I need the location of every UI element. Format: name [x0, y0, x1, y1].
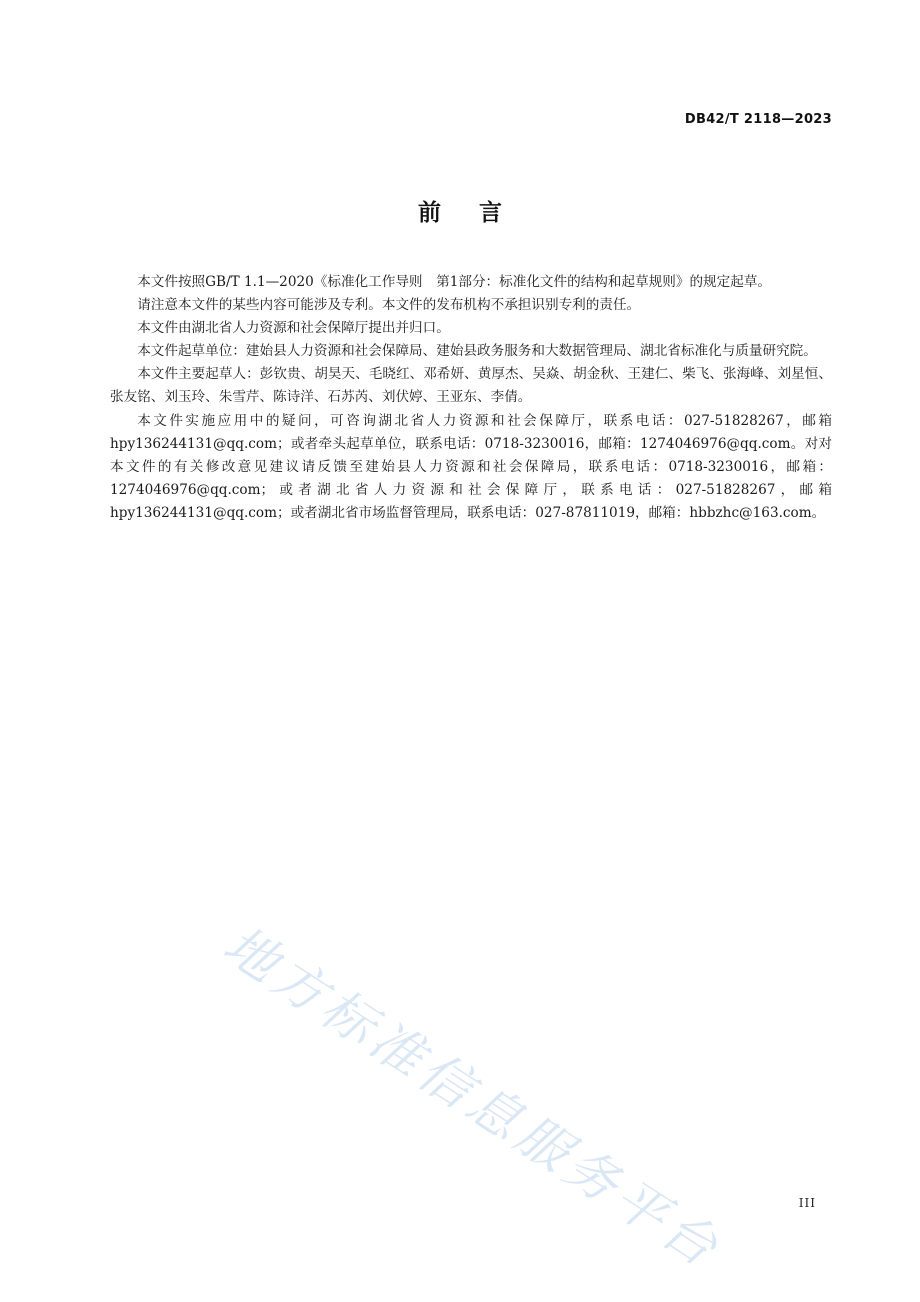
paragraph-contact-info: 本文件实施应用中的疑问，可咨询湖北省人力资源和社会保障厅，联系电话：027-51828267，邮箱hpy136244131@qq.com；或者牵头起草单位，联系电话：0718-3230016，邮箱：1274046976@qq.com。对对本文件的有关修改意见建议请反馈至建始县人力资源和社会保障局，联系电话：0718-3230016，邮箱：1274046976@qq.com；或者湖北省人力资源和社会保障厅，联系电话：027-51828267，邮箱hpy136244131@qq.com；或者湖北省市场监督管理局，联系电话：027-87811019，邮箱：hbbzhc@163.com。 — [110, 412, 832, 521]
paragraph-drafting-rules: 本文件按照GB/T 1.1—2020《标准化工作导则 第1部分：标准化文件的结构和起草规则》的规定起草。 — [137, 274, 772, 290]
paragraph-drafting-units: 本文件起草单位：建始县人力资源和社会保障局、建始县政务服务和大数据管理局、湖北省标准化与质量研究院。 — [137, 343, 817, 360]
watermark: 地方标准信息服务平台 — [212, 914, 732, 1282]
section-title: 前言 — [418, 200, 540, 226]
paragraph-patent-notice: 请注意本文件的某些内容可能涉及专利。本文件的发布机构不承担识别专利的责任。 — [137, 297, 641, 314]
document-code: DB42/T 2118—2023 — [684, 112, 832, 127]
paragraph-main-drafters: 本文件主要起草人：彭钦贵、胡昊天、毛晓红、邓希妍、黄厚杰、吴焱、胡金秋、王建仁、柴飞、张海峰、刘星恒、张友铭、刘玉玲、朱雪芹、陈诗洋、石苏芮、刘伏婷、王亚东、李倩。 — [110, 366, 832, 406]
page-number: III — [798, 1196, 816, 1210]
paragraph-proposer: 本文件由湖北省人力资源和社会保障厅提出并归口。 — [137, 320, 450, 337]
foreword-body — [110, 271, 832, 525]
